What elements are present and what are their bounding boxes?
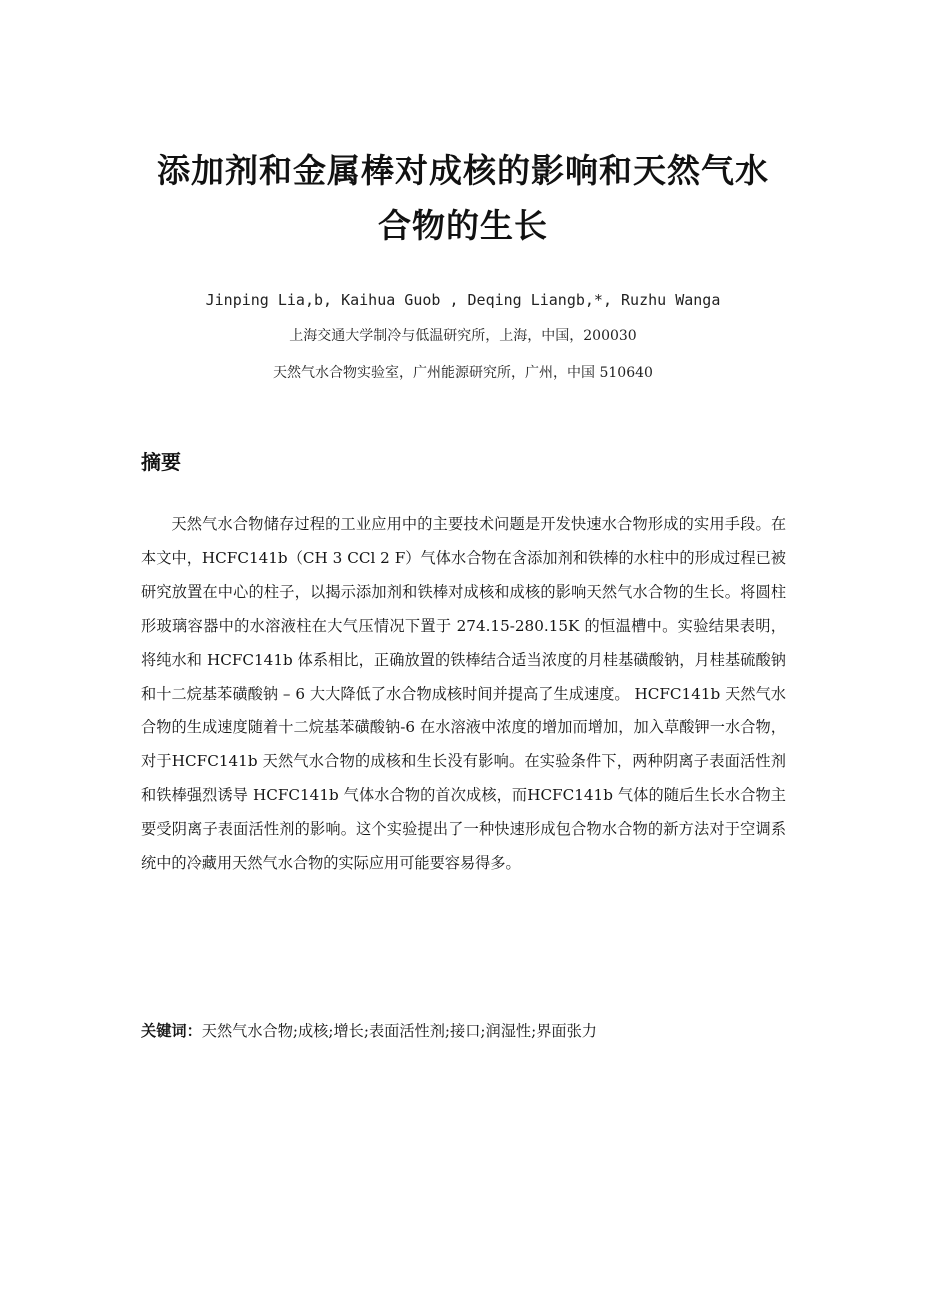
keywords-text: 天然气水合物;成核;增长;表面活性剂;接口;润湿性;界面张力 [201,1022,597,1040]
paper-title-line-2: 合物的生长 [378,206,548,245]
paper-title [120,143,806,253]
author-list: Jinping Lia,b, Kaihua Guob , Deqing Liangb,*, Ruzhu Wanga [205,291,721,309]
keywords [141,1017,786,1045]
affiliation-1: 上海交通大学制冷与低温研究所，上海，中国，200030 [289,328,637,344]
affiliation-2: 天然气水合物实验室，广州能源研究所，广州，中国 510640 [273,365,653,381]
keywords-label: 关键词： [141,1022,202,1040]
paper-title-line-1: 添加剂和金属棒对成核的影响和天然气水 [157,151,769,190]
abstract-heading: 摘要 [141,450,181,474]
abstract-body: 天然气水合物储存过程的工业应用中的主要技术问题是开发快速水合物形成的实用手段。在本文中，HCFC141b（CH 3 CCl 2 F）气体水合物在含添加剂和铁棒的水柱中的形成过程已被研究放置在中心的柱子，以揭示添加剂和铁棒对成核和成核的影响天然气水合物的生长。将圆柱形玻璃容器中的水溶液柱在大气压情况下置于 274.15-280.15K 的恒温槽中。实验结果表明，将纯水和 HCFC141b 体系相比，正确放置的铁棒结合适当浓度的月桂基磺酸钠，月桂基硫酸钠和十二烷基苯磺酸钠 – 6 大大降低了水合物成核时间并提高了生成速度。 HCFC141b 天然气水合物的生成速度随着十二烷基苯磺酸钠-6 在水溶液中浓度的增加而增加，加入草酸钾一水合物，对于HCFC141b 天然气水合物的成核和生长没有影响。在实验条件下，两种阴离子表面活性剂和铁棒强烈诱导 HCFC141b 气体水合物的首次成核，而HCFC141b 气体的随后生长水合物主要受阴离子表面活性剂的影响。这个实验提出了一种快速形成包合物水合物的新方法对于空调系统中的冷藏用天然气水合物的实际应用可能要容易得多。 [141,515,786,873]
